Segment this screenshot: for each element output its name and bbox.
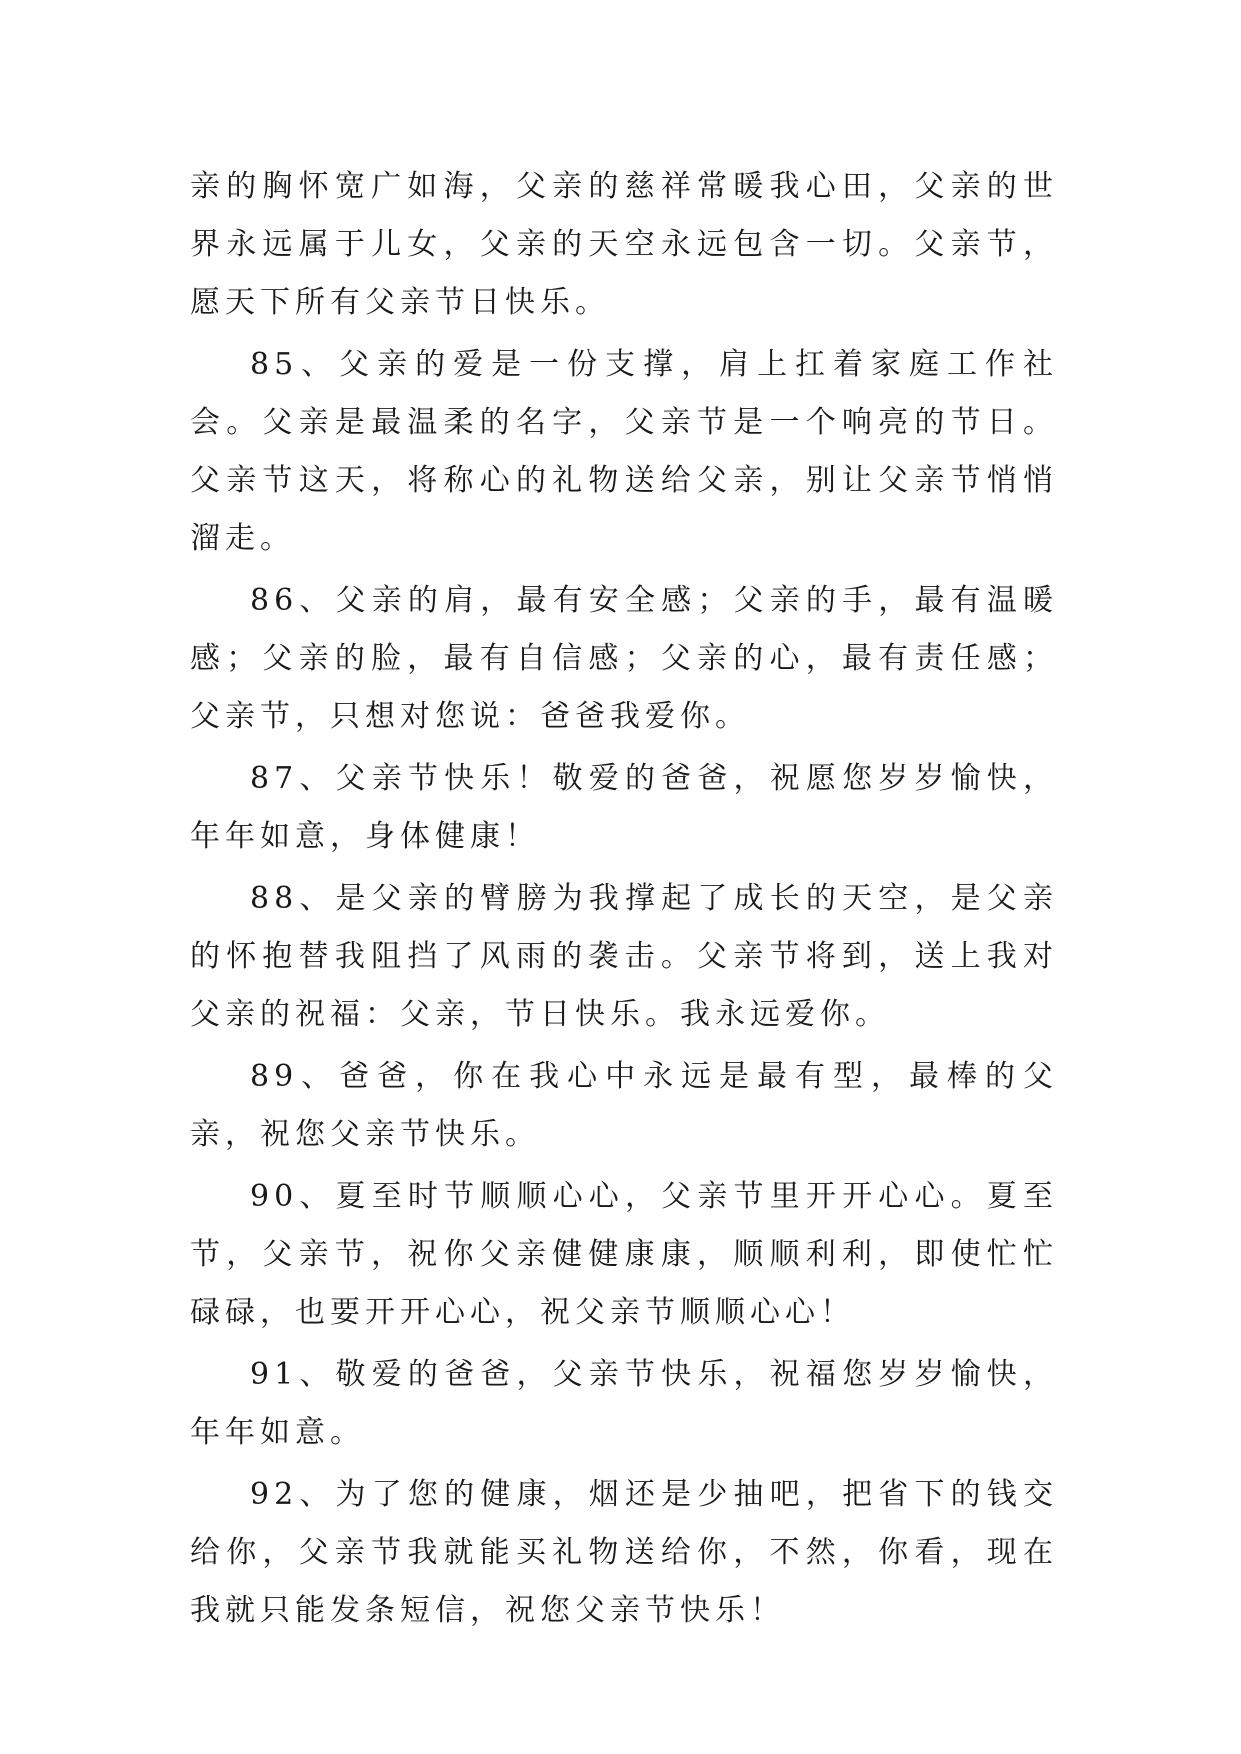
paragraph-88: 88、是父亲的臂膀为我撑起了成长的天空，是父亲的怀抱替我阻挡了风雨的袭击。父亲节将到，送上我对父亲的祝福：父亲，节日快乐。我永远爱你。: [190, 881, 1058, 1032]
paragraph-86: 86、父亲的肩，最有安全感；父亲的手，最有温暖感；父亲的脸，最有自信感；父亲的心，最有责任感；父亲节，只想对您说：爸爸我爱你。: [190, 583, 1058, 734]
paragraph-90: 90、夏至时节顺顺心心，父亲节里开开心心。夏至节，父亲节，祝你父亲健健康康，顺顺利利，即使忙忙碌碌，也要开开心心，祝父亲节顺顺心心！: [190, 1179, 1058, 1330]
paragraph-87: 87、父亲节快乐！敬爱的爸爸，祝愿您岁岁愉快，年年如意，身体健康！: [190, 761, 1058, 854]
paragraph-91: 91、敬爱的爸爸，父亲节快乐，祝福您岁岁愉快，年年如意。: [190, 1357, 1058, 1450]
paragraph-92: 92、为了您的健康，烟还是少抽吧，把省下的钱交给你，父亲节我就能买礼物送给你，不然，你看，现在我就只能发条短信，祝您父亲节快乐！: [190, 1477, 1058, 1628]
paragraph-continued: 亲的胸怀宽广如海，父亲的慈祥常暖我心田，父亲的世界永远属于儿女，父亲的天空永远包含一切。父亲节，愿天下所有父亲节日快乐。: [190, 169, 1058, 320]
paragraph-85: 85、父亲的爱是一份支撑，肩上扛着家庭工作社会。父亲是最温柔的名字，父亲节是一个响亮的节日。父亲节这天，将称心的礼物送给父亲，别让父亲节悄悄溜走。: [190, 347, 1058, 556]
document-page: [190, 158, 1058, 1644]
paragraph-89: 89、爸爸，你在我心中永远是最有型，最棒的父亲，祝您父亲节快乐。: [190, 1059, 1058, 1152]
